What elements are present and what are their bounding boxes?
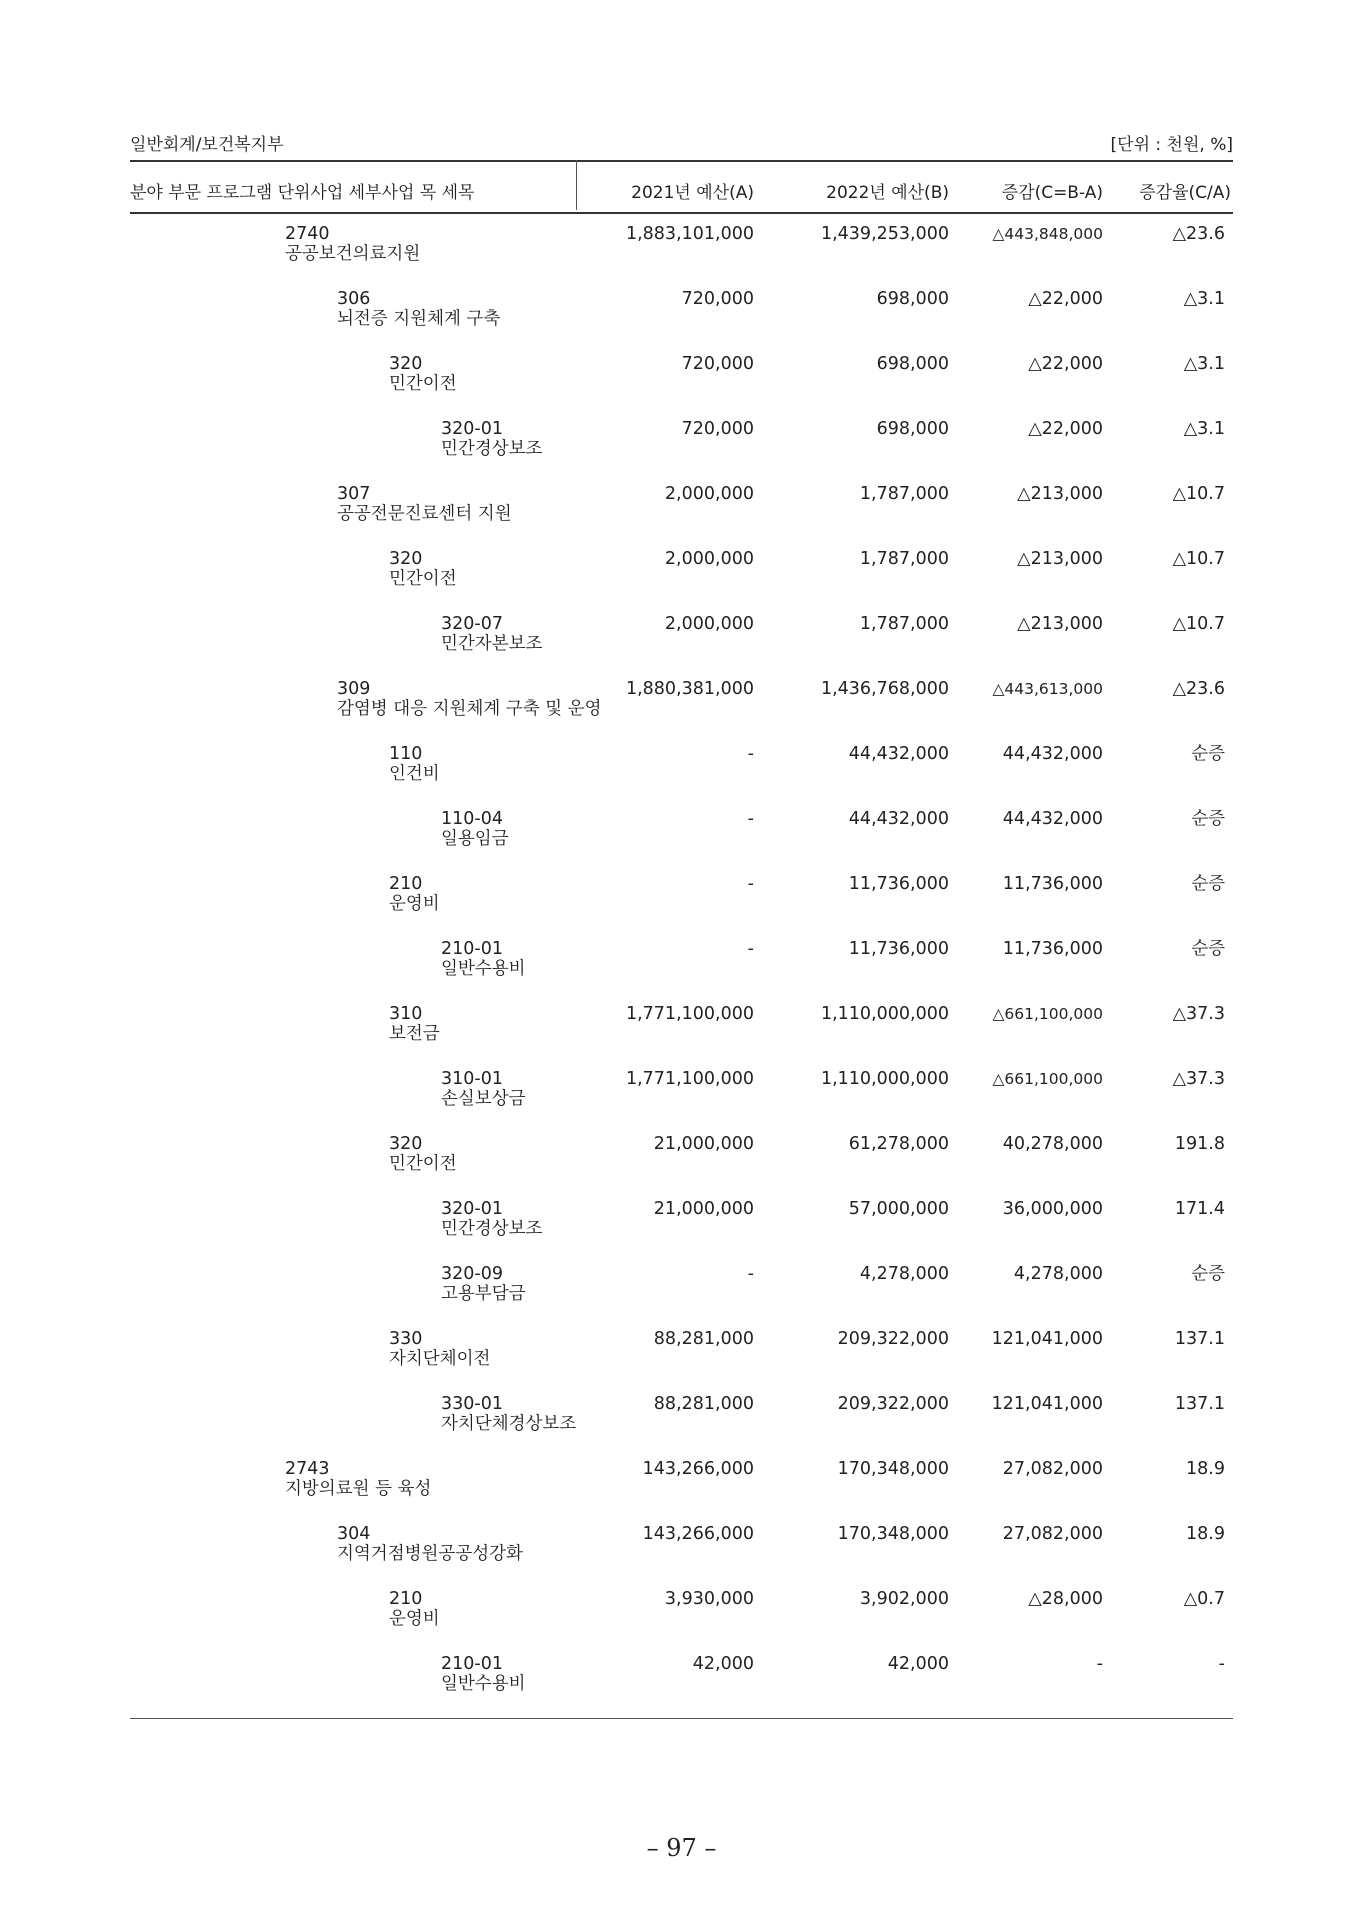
table-row [130, 482, 1233, 547]
value-rate: △0.7 [1183, 1589, 1225, 1609]
value-rate: △37.3 [1172, 1069, 1225, 1089]
value-difference: △22,000 [1028, 289, 1103, 309]
row-code: 320 [389, 1134, 423, 1154]
row-code: 210-01 [441, 939, 503, 959]
value-2021: 21,000,000 [653, 1199, 754, 1219]
value-2021: 3,930,000 [664, 1589, 754, 1609]
row-code: 2743 [285, 1459, 330, 1479]
value-2022: 44,432,000 [848, 809, 949, 829]
row-code: 320-07 [441, 614, 503, 634]
value-2022: 1,110,000,000 [820, 1004, 949, 1024]
header-2021-budget: 2021년 예산(A) [631, 183, 754, 203]
table-row [130, 807, 1233, 872]
value-2021: 2,000,000 [664, 614, 754, 634]
row-name: 일반수용비 [441, 959, 526, 979]
row-name: 고용부담금 [441, 1284, 526, 1304]
row-name: 민간경상보조 [441, 439, 543, 459]
account-title: 일반회계/보건복지부 [130, 135, 284, 155]
value-rate: △23.6 [1172, 679, 1225, 699]
value-2022: 170,348,000 [837, 1524, 949, 1544]
row-name: 운영비 [389, 1609, 440, 1629]
row-code: 304 [337, 1524, 371, 1544]
value-2022: 698,000 [876, 289, 949, 309]
row-code: 110 [389, 744, 423, 764]
table-row [130, 287, 1233, 352]
value-2021: - [747, 874, 754, 894]
value-2021: 88,281,000 [653, 1329, 754, 1349]
row-name: 감염병 대응 지원체계 구축 및 운영 [337, 699, 602, 719]
header-difference: 증감(C=B-A) [1001, 183, 1103, 203]
header-rule [130, 212, 1233, 214]
value-2021: 720,000 [681, 419, 754, 439]
table-row [130, 222, 1233, 287]
row-code: 320 [389, 354, 423, 374]
unit-label: [단위 : 천원, %] [1110, 135, 1233, 155]
value-2021: - [747, 744, 754, 764]
value-2022: 1,787,000 [859, 484, 949, 504]
value-2021: 720,000 [681, 354, 754, 374]
row-name: 인건비 [389, 764, 440, 784]
value-2022: 209,322,000 [837, 1329, 949, 1349]
header-hierarchy-label: 분야 부문 프로그램 단위사업 세부사업 목 세목 [130, 183, 475, 203]
table-row [130, 1327, 1233, 1392]
value-2021: 1,771,100,000 [625, 1069, 754, 1089]
value-2021: 1,883,101,000 [625, 224, 754, 244]
row-name: 운영비 [389, 894, 440, 914]
value-difference: △213,000 [1017, 484, 1103, 504]
column-header [130, 166, 1233, 210]
table-row [130, 677, 1233, 742]
value-2021: - [747, 809, 754, 829]
value-rate: 순증 [1191, 809, 1225, 829]
table-row [130, 417, 1233, 482]
value-difference: 11,736,000 [1002, 874, 1103, 894]
value-2022: 698,000 [876, 419, 949, 439]
row-name: 자치단체이전 [389, 1349, 491, 1369]
value-difference: △443,613,000 [992, 680, 1103, 698]
row-code: 309 [337, 679, 371, 699]
value-difference: - [1096, 1654, 1103, 1674]
table-row [130, 1262, 1233, 1327]
row-code: 310 [389, 1004, 423, 1024]
value-2022: 1,787,000 [859, 549, 949, 569]
value-2022: 42,000 [887, 1654, 949, 1674]
value-difference: △213,000 [1017, 549, 1103, 569]
value-difference: △443,848,000 [992, 225, 1103, 243]
value-difference: 121,041,000 [991, 1394, 1103, 1414]
value-rate: △3.1 [1183, 354, 1225, 374]
value-2022: 44,432,000 [848, 744, 949, 764]
value-2022: 1,436,768,000 [820, 679, 949, 699]
row-name: 지방의료원 등 육성 [285, 1479, 432, 1499]
value-difference: 40,278,000 [1002, 1134, 1103, 1154]
value-difference: △213,000 [1017, 614, 1103, 634]
header-change-rate: 증감율(C/A) [1139, 183, 1231, 203]
value-2022: 11,736,000 [848, 874, 949, 894]
value-2022: 170,348,000 [837, 1459, 949, 1479]
value-rate: △3.1 [1183, 419, 1225, 439]
row-name: 보전금 [389, 1024, 440, 1044]
page-number: – 97 – [646, 1834, 717, 1862]
value-2021: 88,281,000 [653, 1394, 754, 1414]
table-row [130, 1197, 1233, 1262]
row-name: 지역거점병원공공성강화 [337, 1544, 523, 1564]
table-row [130, 1457, 1233, 1522]
row-name: 민간자본보조 [441, 634, 543, 654]
value-difference: △661,100,000 [992, 1070, 1103, 1088]
value-difference: △22,000 [1028, 354, 1103, 374]
row-name: 민간이전 [389, 569, 457, 589]
value-rate: △23.6 [1172, 224, 1225, 244]
value-2022: 698,000 [876, 354, 949, 374]
value-difference: △661,100,000 [992, 1005, 1103, 1023]
value-2021: 1,880,381,000 [625, 679, 754, 699]
table-row [130, 612, 1233, 677]
value-2021: 143,266,000 [642, 1524, 754, 1544]
value-rate: 191.8 [1174, 1134, 1225, 1154]
value-difference: 27,082,000 [1002, 1459, 1103, 1479]
value-rate: 순증 [1191, 874, 1225, 894]
row-name: 손실보상금 [441, 1089, 526, 1109]
value-rate: 순증 [1191, 1264, 1225, 1284]
value-2022: 57,000,000 [848, 1199, 949, 1219]
row-name: 자치단체경상보조 [441, 1414, 577, 1434]
value-rate: 171.4 [1174, 1199, 1225, 1219]
value-2022: 1,439,253,000 [820, 224, 949, 244]
value-2022: 61,278,000 [848, 1134, 949, 1154]
table-row [130, 742, 1233, 807]
budget-table [130, 222, 1233, 1717]
row-code: 2740 [285, 224, 330, 244]
value-difference: 121,041,000 [991, 1329, 1103, 1349]
row-code: 210-01 [441, 1654, 503, 1674]
value-rate: 순증 [1191, 744, 1225, 764]
value-rate: △3.1 [1183, 289, 1225, 309]
value-2022: 11,736,000 [848, 939, 949, 959]
value-difference: 11,736,000 [1002, 939, 1103, 959]
value-rate: △10.7 [1172, 614, 1225, 634]
value-difference: 44,432,000 [1002, 809, 1103, 829]
table-row [130, 1522, 1233, 1587]
value-difference: △28,000 [1028, 1589, 1103, 1609]
value-2021: - [747, 1264, 754, 1284]
value-rate: 순증 [1191, 939, 1225, 959]
value-2021: 42,000 [692, 1654, 754, 1674]
table-row [130, 1132, 1233, 1197]
value-difference: 44,432,000 [1002, 744, 1103, 764]
row-code: 330-01 [441, 1394, 503, 1414]
value-rate: 18.9 [1186, 1524, 1225, 1544]
row-name: 일용임금 [441, 829, 509, 849]
value-rate: 137.1 [1174, 1329, 1225, 1349]
value-2021: 1,771,100,000 [625, 1004, 754, 1024]
value-2021: 720,000 [681, 289, 754, 309]
header-separator [576, 160, 577, 210]
row-code: 110-04 [441, 809, 503, 829]
row-code: 320 [389, 549, 423, 569]
row-code: 320-01 [441, 419, 503, 439]
table-row [130, 1067, 1233, 1132]
value-2022: 3,902,000 [859, 1589, 949, 1609]
page-header [130, 130, 1233, 155]
bottom-rule [130, 1718, 1233, 1719]
row-code: 320-01 [441, 1199, 503, 1219]
row-code: 330 [389, 1329, 423, 1349]
table-row [130, 1392, 1233, 1457]
value-2021: 21,000,000 [653, 1134, 754, 1154]
row-name: 공공전문진료센터 지원 [337, 504, 512, 524]
value-rate: △10.7 [1172, 484, 1225, 504]
table-row [130, 872, 1233, 937]
row-name: 공공보건의료지원 [285, 244, 421, 264]
table-row [130, 1002, 1233, 1067]
value-rate: - [1218, 1654, 1225, 1674]
value-2022: 1,787,000 [859, 614, 949, 634]
value-rate: 137.1 [1174, 1394, 1225, 1414]
value-difference: 36,000,000 [1002, 1199, 1103, 1219]
value-difference: 4,278,000 [1013, 1264, 1103, 1284]
value-rate: 18.9 [1186, 1459, 1225, 1479]
top-rule [130, 160, 1233, 162]
header-2022-budget: 2022년 예산(B) [826, 183, 949, 203]
value-2021: - [747, 939, 754, 959]
table-row [130, 352, 1233, 417]
value-2022: 4,278,000 [859, 1264, 949, 1284]
row-code: 320-09 [441, 1264, 503, 1284]
value-difference: △22,000 [1028, 419, 1103, 439]
value-rate: △37.3 [1172, 1004, 1225, 1024]
table-row [130, 937, 1233, 1002]
row-code: 307 [337, 484, 371, 504]
value-2021: 2,000,000 [664, 484, 754, 504]
row-code: 210 [389, 1589, 423, 1609]
row-name: 일반수용비 [441, 1674, 526, 1694]
value-rate: △10.7 [1172, 549, 1225, 569]
row-code: 310-01 [441, 1069, 503, 1089]
value-2022: 209,322,000 [837, 1394, 949, 1414]
row-name: 뇌전증 지원체계 구축 [337, 309, 501, 329]
row-code: 210 [389, 874, 423, 894]
value-2021: 2,000,000 [664, 549, 754, 569]
table-row [130, 1587, 1233, 1652]
table-row [130, 547, 1233, 612]
value-difference: 27,082,000 [1002, 1524, 1103, 1544]
row-name: 민간이전 [389, 1154, 457, 1174]
value-2021: 143,266,000 [642, 1459, 754, 1479]
row-name: 민간경상보조 [441, 1219, 543, 1239]
table-row [130, 1652, 1233, 1717]
value-2022: 1,110,000,000 [820, 1069, 949, 1089]
row-code: 306 [337, 289, 371, 309]
row-name: 민간이전 [389, 374, 457, 394]
